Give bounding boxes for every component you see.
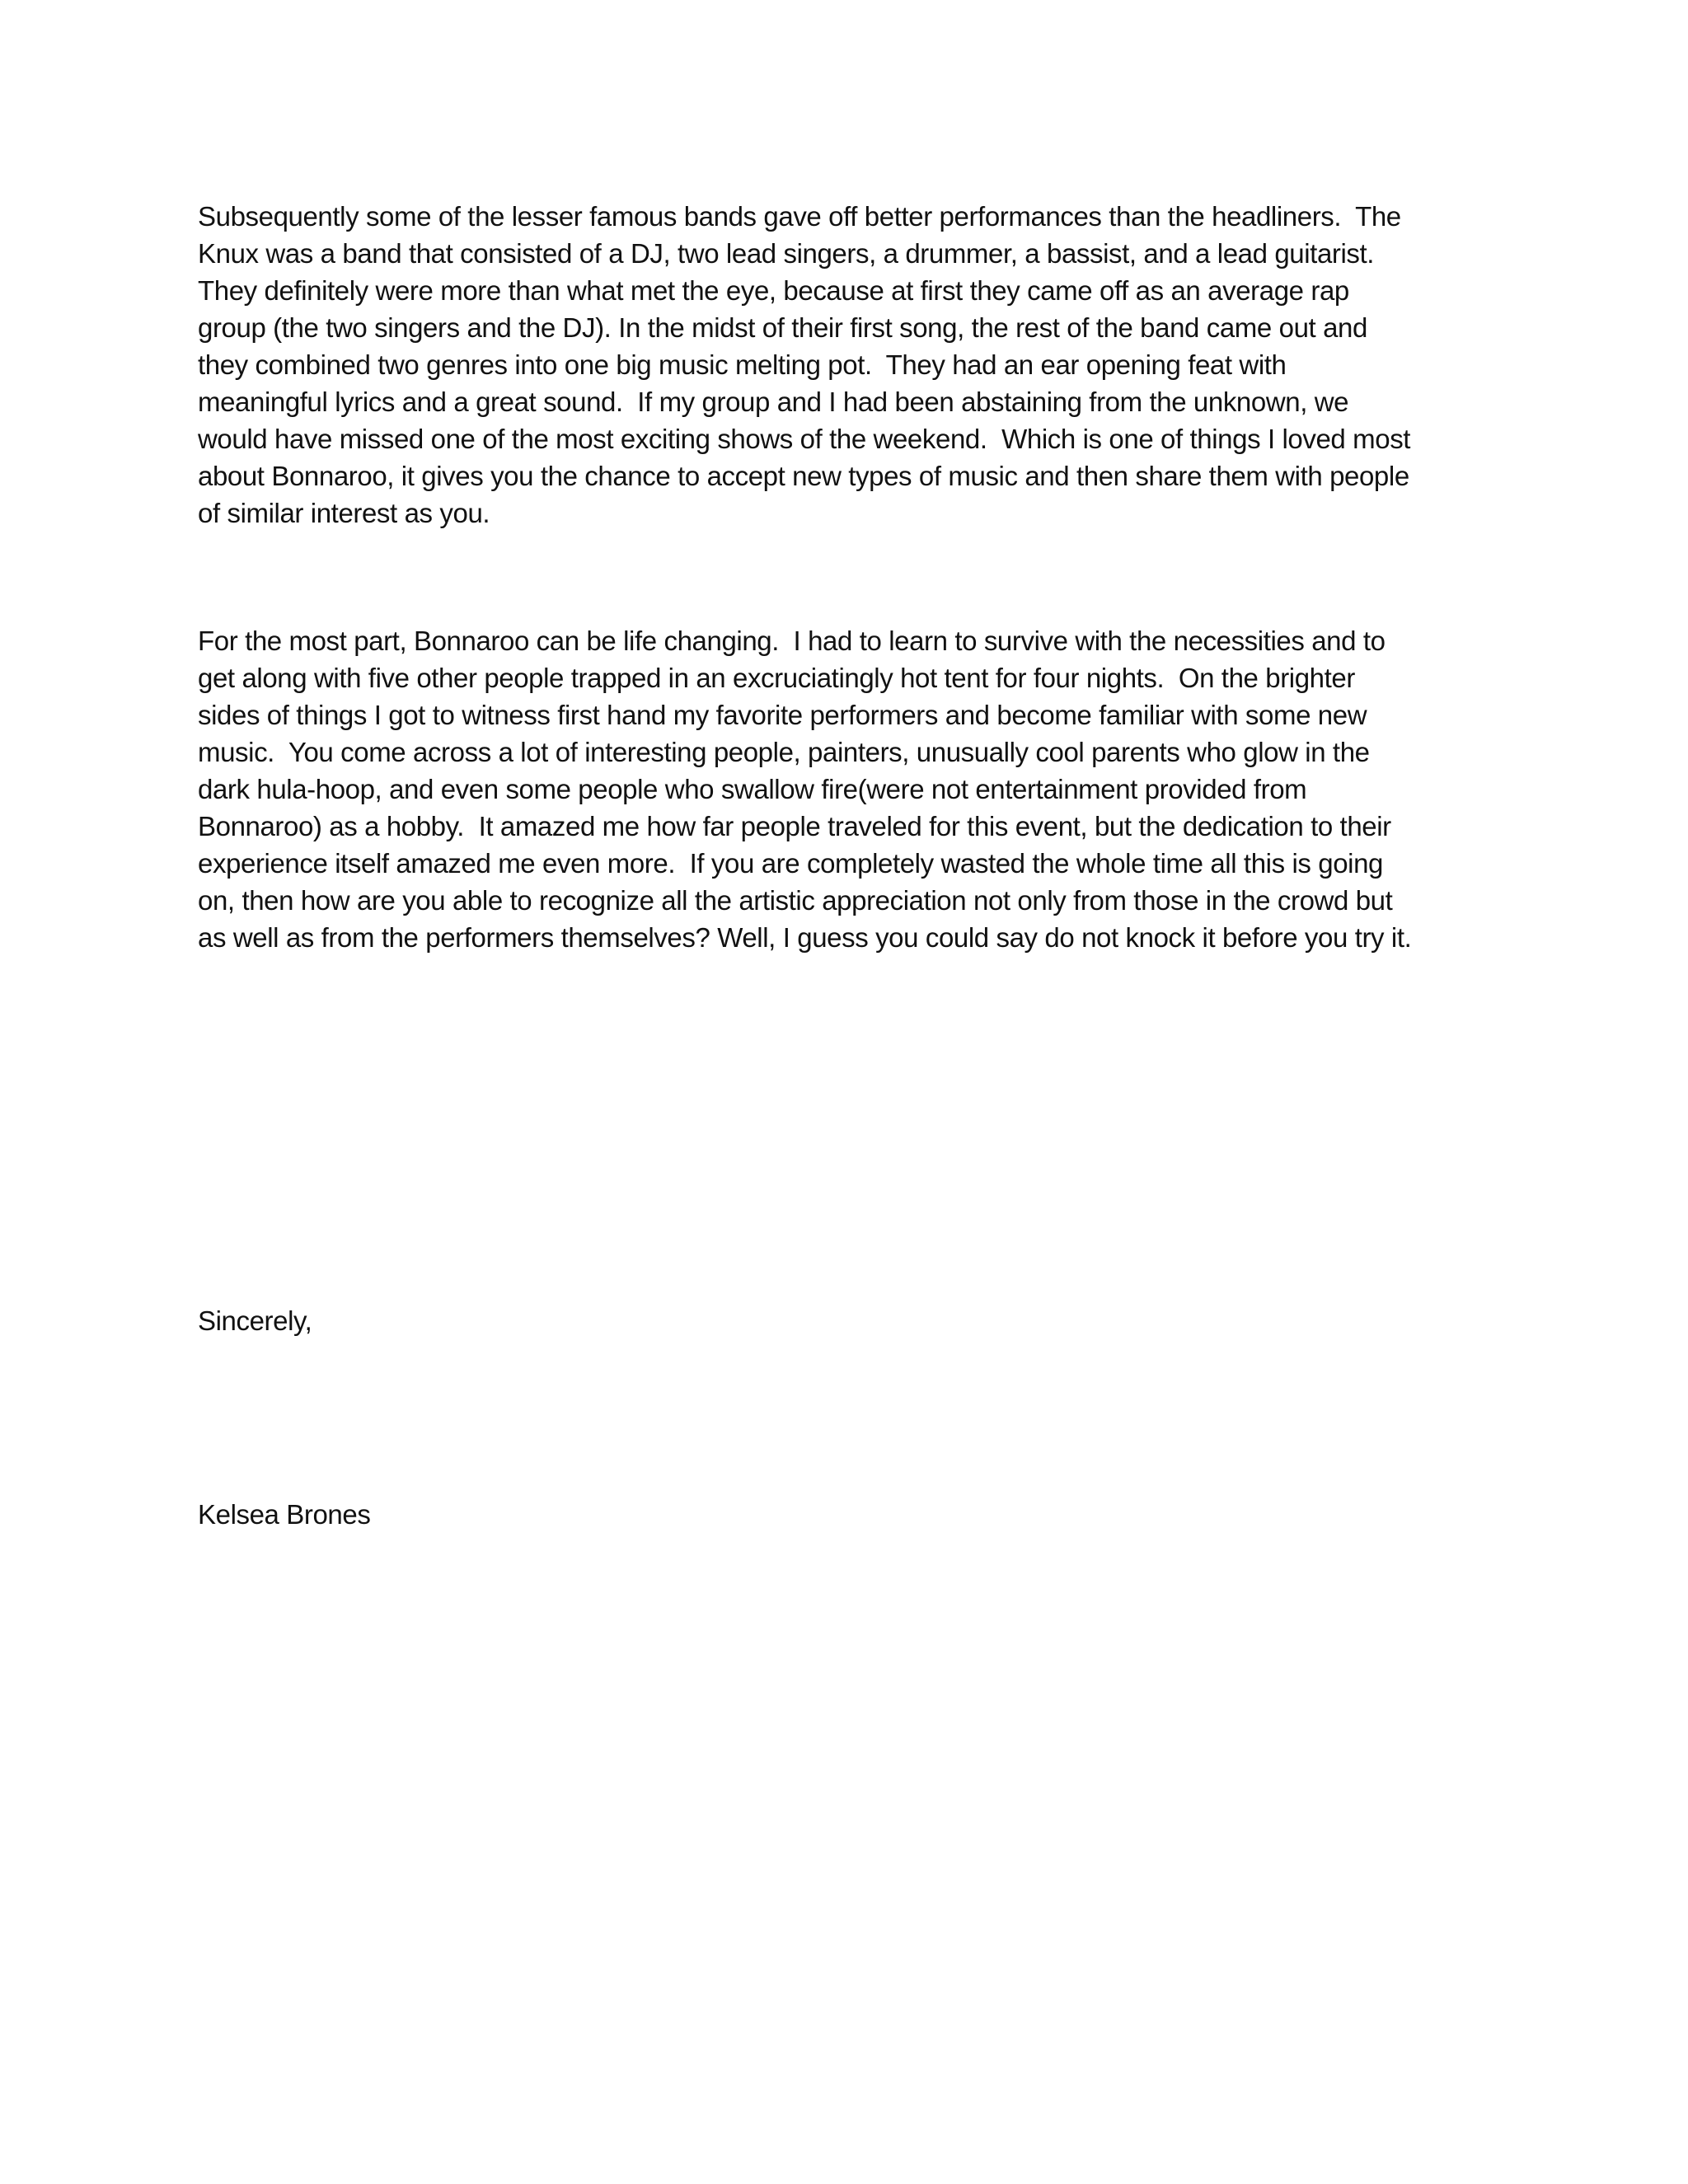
text-line: sides of things I got to witness first hand my favorite performers and become familiar with some new	[198, 700, 1367, 730]
text-line: They definitely were more than what met the eye, because at first they came off as an average rap	[198, 275, 1349, 306]
text-line: group (the two singers and the DJ). In the midst of their first song, the rest of the band came out and	[198, 312, 1367, 343]
text-line: of similar interest as you.	[198, 498, 490, 528]
text-line: about Bonnaroo, it gives you the chance to accept new types of music and then share them with people	[198, 461, 1409, 491]
text-line: For the most part, Bonnaroo can be life changing. I had to learn to survive with the necessities and to	[198, 626, 1386, 656]
closing: Sincerely,	[198, 1305, 312, 1336]
text-line: on, then how are you able to recognize all the artistic appreciation not only from those in the crowd but	[198, 885, 1393, 916]
text-line: music. You come across a lot of interesting people, painters, unusually cool parents who glow in the	[198, 737, 1370, 767]
text-line: dark hula-hoop, and even some people who swallow fire(were not entertainment provided from	[198, 774, 1307, 804]
signature: Kelsea Brones	[198, 1499, 371, 1530]
text-line: Subsequently some of the lesser famous bands gave off better performances than the headliners. The	[198, 201, 1401, 232]
text-line: Bonnaroo) as a hobby. It amazed me how far people traveled for this event, but the dedication to their	[198, 811, 1391, 841]
text-line: as well as from the performers themselves? Well, I guess you could say do not knock it before you try it.	[198, 922, 1412, 953]
text-line: they combined two genres into one big music melting pot. They had an ear opening feat with	[198, 349, 1287, 380]
text-line: Knux was a band that consisted of a DJ, two lead singers, a drummer, a bassist, and a lead guitarist.	[198, 238, 1375, 269]
text-line: would have missed one of the most exciting shows of the weekend. Which is one of things I loved most	[198, 424, 1411, 454]
text-line: get along with five other people trapped in an excruciatingly hot tent for four nights. On the brighter	[198, 663, 1355, 693]
text-line: meaningful lyrics and a great sound. If my group and I had been abstaining from the unknown, we	[198, 387, 1349, 417]
text-line: experience itself amazed me even more. If you are completely wasted the whole time all this is going	[198, 848, 1383, 879]
